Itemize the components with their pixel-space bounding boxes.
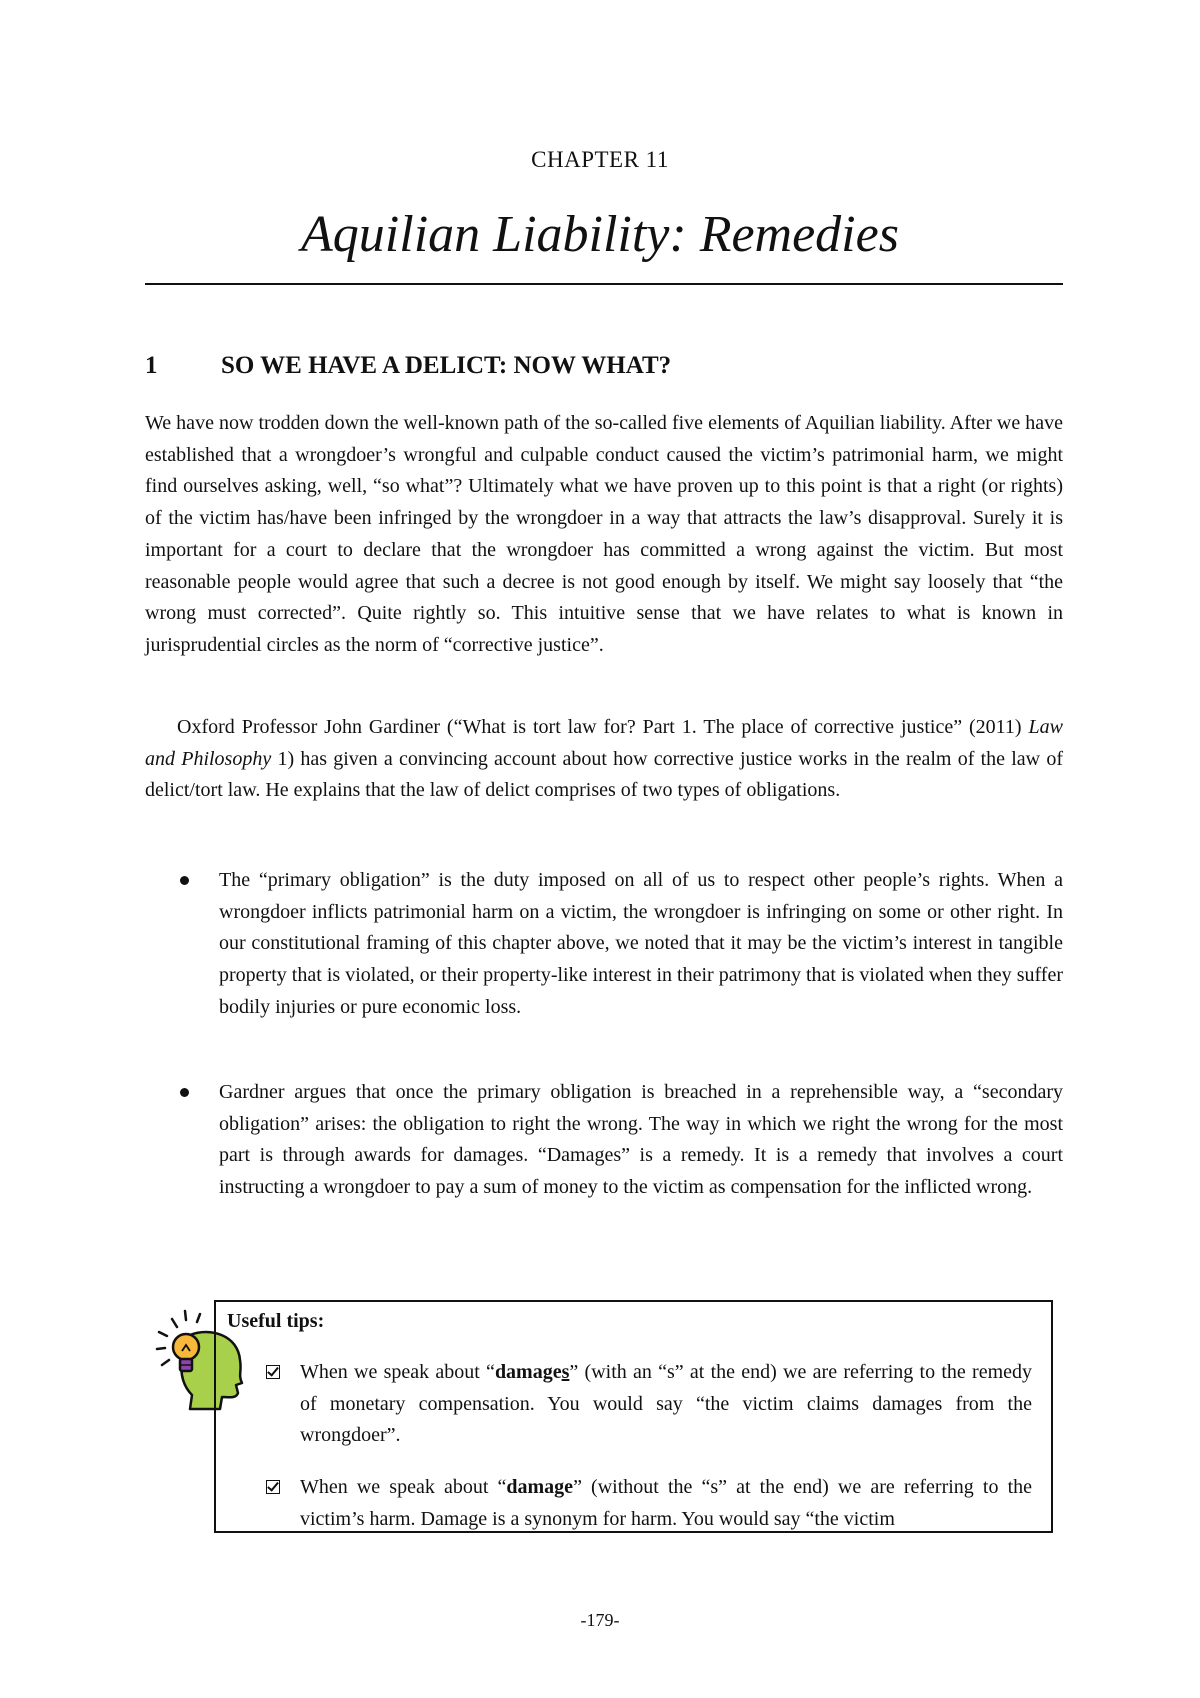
bullet-text: The “primary obligation” is the duty imposed on all of us to respect other people’s rights. When a wrongdoer inflicts patrimonial harm on a victim, the wrongdoer is infringing on some or other right. In our constitutional framing of this chapter above, we noted that it may be the victim’s interest in tangible property that is violated, or their property-like interest in their patrimony that is violated when they suffer bodily injuries or pure economic loss.: [219, 869, 1063, 1018]
paragraph-2-text-end: 1) has given a convincing account about how corrective justice works in the realm of the law of delict/tort law. He explains that the law of delict comprises of two types of obligations.: [145, 747, 1063, 802]
tips-title: Useful tips:: [227, 1310, 325, 1332]
section-number: 1: [145, 352, 158, 379]
tip-text-start: When we speak about “: [300, 1361, 495, 1383]
tip-text: [300, 1472, 1032, 1535]
tip-term: damage: [506, 1476, 574, 1498]
tip-text-start: When we speak about “: [300, 1476, 507, 1498]
page-number: -179-: [580, 1610, 620, 1630]
journal-title: Law and Philosophy: [145, 716, 1063, 770]
tip-text-end: ” (without the “s” at the end) we are referring to the victim’s harm. Damage is a synonym for harm. You would say “the victim: [300, 1476, 1033, 1530]
title-divider: [145, 283, 1063, 285]
bullet-text: Gardner argues that once the primary obligation is breached in a reprehensible way, a “secondary obligation” arises: the obligation to right the wrong. The way in which we right the wrong for the most part is through awards for damages. “Damages” is a remedy. It is a remedy that involves a court instructing a wrongdoer to pay a sum of money to the victim as compensation for the inflicted wrong.: [219, 1081, 1063, 1199]
section-heading: [145, 352, 671, 380]
paragraph-1: We have now trodden down the well-known path of the so-called five elements of Aquilian liability. After we have established that a wrongdoer’s wrongful and culpable conduct caused the victim’s patrimonial harm, we might find ourselves asking, well, “so what”? Ultimately what we have proven up to this point is that a right (or rights) of the victim has/have been infringed by the wrongdoer in a way that attracts the law’s disapproval. Surely it is important for a court to declare that the wrongdoer has committed a wrong against the victim. But most reasonable people would agree that such a decree is not good enough by itself. We might say loosely that “the wrong must corrected”. Quite rightly so. This intuitive sense that we have relates to what is known in jurisprudential circles as the norm of “corrective justice”.: [145, 412, 1063, 656]
tip-term-suffix: s: [561, 1361, 570, 1383]
tip-item-damages: [266, 1357, 1032, 1452]
bullet-list-2: [145, 1077, 1063, 1204]
bullet-icon: [180, 876, 189, 885]
tip-item-damage: [266, 1472, 1032, 1535]
section-title: SO WE HAVE A DELICT: NOW WHAT?: [221, 352, 672, 379]
useful-tips-box: [214, 1300, 1053, 1533]
paragraph-2: [145, 712, 1063, 807]
chapter-label: CHAPTER 11: [531, 147, 669, 172]
paragraph-2-text-start: Oxford Professor John Gardiner (“What is tort law for? Part 1. The place of corrective justice” (2011): [177, 716, 1029, 738]
chapter-title: Aquilian Liability: Remedies: [301, 206, 899, 263]
checked-box-icon: [266, 1480, 280, 1494]
checked-box-icon: [266, 1365, 280, 1379]
tip-term-stem: damage: [494, 1361, 562, 1383]
bullet-item-secondary-obligation: [145, 1077, 1063, 1204]
bullet-list: [145, 865, 1063, 1024]
bullet-item-primary-obligation: [145, 865, 1063, 1024]
tip-text-end: ” (with an “s” at the end) we are referring to the remedy of monetary compensation. You would say “the victim claims damages from the wrongdoer”.: [300, 1361, 1032, 1447]
tip-term: [495, 1361, 569, 1383]
tip-text: [300, 1357, 1032, 1452]
bullet-icon: [180, 1088, 189, 1097]
